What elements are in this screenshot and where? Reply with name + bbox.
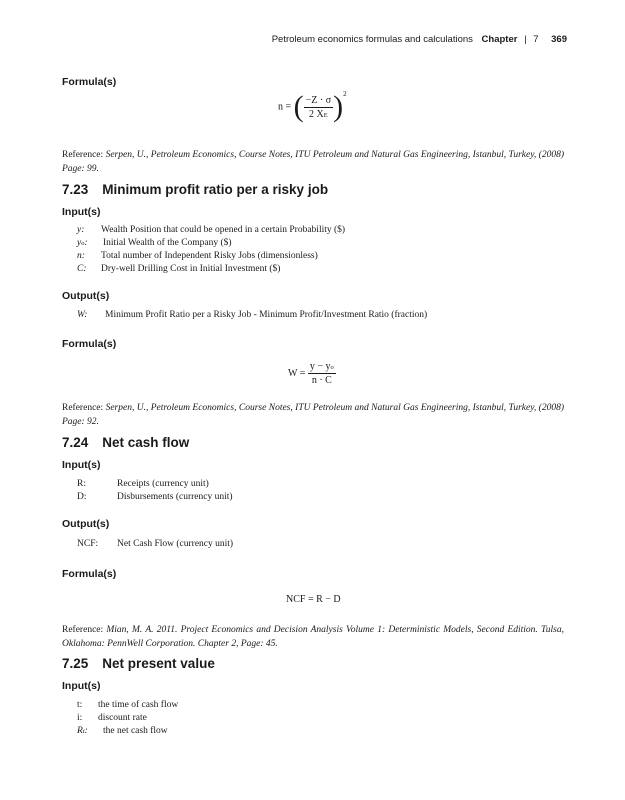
formula-net-cash-flow: NCF = R − D — [286, 594, 341, 605]
variable-symbol: C: — [77, 264, 87, 274]
inputs-heading-7-25: Input(s) — [62, 680, 101, 692]
variable-description: the net cash flow — [103, 726, 168, 736]
list-item — [77, 699, 178, 712]
section-title-7-23 — [62, 182, 328, 197]
variable-description: Disbursements (currency unit) — [117, 492, 233, 502]
variable-description: Net Cash Flow (currency unit) — [117, 539, 234, 549]
formula-numerator: −Z · σ — [305, 94, 332, 106]
formula-heading-prev: Formula(s) — [62, 76, 117, 88]
formula-exponent: 2 — [343, 90, 347, 98]
formula-heading-7-24: Formula(s) — [62, 568, 117, 580]
list-item — [77, 237, 345, 250]
formula-numerator: y − y — [309, 361, 331, 372]
list-item — [77, 491, 233, 504]
variable-description: Minimum Profit Ratio per a Risky Job - Minimum Profit/Investment Ratio (fraction) — [105, 310, 428, 320]
reference-lead: Reference: — [62, 150, 104, 160]
list-item — [77, 712, 178, 725]
list-item — [77, 250, 345, 263]
reference-lead: Reference: — [62, 625, 104, 635]
section-title-7-24 — [62, 435, 189, 450]
variable-description: Total number of Independent Risky Jobs (dimensionless) — [101, 251, 318, 261]
reference-body: Serpen, U., Petroleum Economics, Course Notes, ITU Petroleum and Natural Gas Engineering, Istanbul, Turkey, (2008) Page: 99. — [62, 150, 565, 174]
running-head — [272, 34, 567, 45]
formula-lhs: W = — [288, 367, 306, 379]
section-title-text: Minimum profit ratio per a risky job — [102, 182, 329, 197]
inputs-list-7-25 — [77, 699, 178, 738]
chapter-number: 7 — [533, 34, 539, 45]
section-number: 7.25 — [62, 656, 89, 671]
variable-symbol: yo: — [77, 238, 88, 248]
section-number: 7.23 — [62, 182, 89, 197]
inputs-list-7-23 — [77, 224, 345, 276]
list-item — [77, 309, 427, 322]
variable-description: Initial Wealth of the Company ($) — [103, 238, 232, 248]
variable-symbol: W: — [77, 310, 88, 320]
formula-denominator: n · C — [311, 375, 332, 386]
formula-heading-7-23: Formula(s) — [62, 338, 117, 350]
page-number: 369 — [551, 34, 567, 45]
variable-symbol: Rt: — [77, 726, 88, 736]
variable-symbol: i: — [77, 713, 83, 723]
reference-body: Serpen, U., Petroleum Economics, Course Notes, ITU Petroleum and Natural Gas Engineering, Istanbul, Turkey, (2008) Page: 92. — [62, 403, 565, 427]
variable-description: Receipts (currency unit) — [117, 479, 209, 489]
variable-symbol: D: — [77, 492, 87, 502]
list-item — [77, 478, 233, 491]
section-number: 7.24 — [62, 435, 89, 450]
variable-symbol: t: — [77, 700, 83, 710]
section-title-text: Net present value — [102, 656, 215, 671]
inputs-list-7-24 — [77, 478, 233, 504]
header-separator: | — [524, 34, 527, 45]
reference-prev — [62, 148, 564, 176]
reference-lead: Reference: — [62, 403, 104, 413]
running-title: Petroleum economics formulas and calculations — [271, 34, 473, 45]
outputs-heading-7-24: Output(s) — [62, 518, 110, 530]
inputs-heading-7-23: Input(s) — [62, 206, 101, 218]
formula-min-profit-ratio — [288, 361, 336, 386]
variable-symbol: n: — [77, 251, 85, 261]
outputs-heading-7-23: Output(s) — [62, 290, 110, 302]
outputs-list-7-23 — [77, 309, 427, 322]
variable-symbol: NCF: — [77, 539, 99, 549]
formula-lhs: n = — [278, 101, 292, 113]
list-item — [77, 725, 178, 738]
reference-7-24 — [62, 623, 564, 651]
variable-symbol: y: — [77, 225, 85, 235]
variable-symbol: R: — [77, 479, 86, 489]
formula-denominator: 2 X — [309, 108, 324, 120]
list-item — [77, 263, 345, 276]
formula-denominator-sub: E — [323, 111, 328, 119]
reference-body: Mian, M. A. 2011. Project Economics and Decision Analysis Volume 1: Deterministic Models, Second Edition. Tulsa, Oklahoma: PennWell Corporation. Chapter 2, Page: 45. — [62, 625, 564, 649]
outputs-list-7-24 — [77, 538, 233, 551]
formula-numerator-sub: o — [330, 364, 334, 371]
section-title-7-25 — [62, 656, 215, 671]
variable-description: the time of cash flow — [98, 700, 179, 710]
variable-description: Wealth Position that could be opened in a certain Probability ($) — [101, 225, 346, 235]
reference-7-23 — [62, 401, 564, 429]
list-item — [77, 224, 345, 237]
variable-description: Dry-well Drilling Cost in Initial Investment ($) — [101, 264, 281, 274]
section-title-text: Net cash flow — [102, 435, 190, 450]
list-item — [77, 538, 233, 551]
formula-sample-size: n = ( $\frac{-Z \cdot \sigma}{2 XE}$ )$^2$ — [278, 90, 347, 123]
inputs-heading-7-24: Input(s) — [62, 459, 101, 471]
variable-description: discount rate — [98, 713, 147, 723]
chapter-label: Chapter — [481, 34, 518, 45]
